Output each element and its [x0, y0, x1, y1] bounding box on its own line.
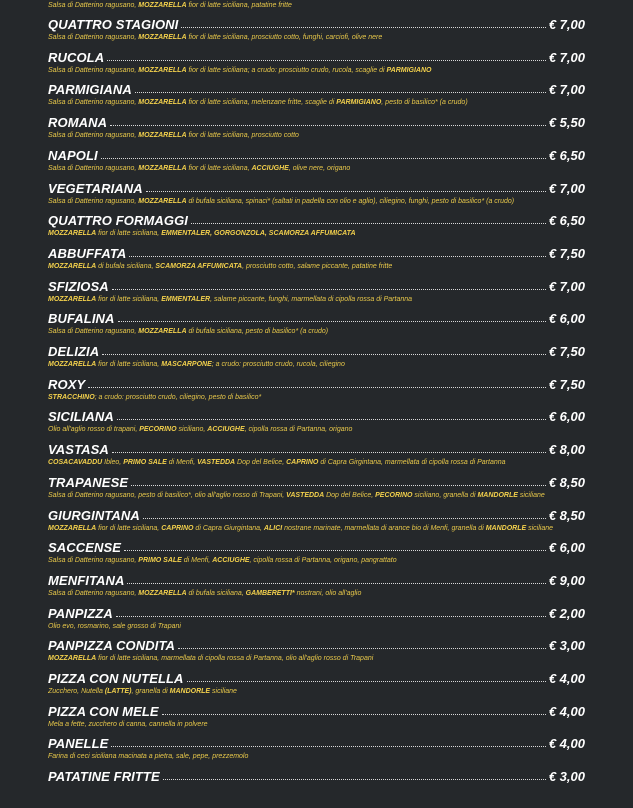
item-name: GIURGINTANA	[48, 507, 140, 523]
ingredient-highlight: MOZZARELLA	[138, 197, 187, 205]
menu-item	[48, 112, 585, 145]
menu-item-row	[48, 112, 585, 130]
dotted-leader	[101, 157, 546, 159]
dotted-leader	[143, 517, 546, 519]
menu-item-row	[48, 210, 585, 228]
item-description	[48, 556, 585, 565]
description-text: Salsa di Datterino ragusano,	[48, 66, 139, 74]
description-text: fior di latte siciliana,	[96, 361, 162, 368]
description-text: Salsa di Datterino ragusano,	[48, 2, 139, 9]
ingredient-highlight: PECORINO	[139, 426, 177, 434]
item-price: € 8,50	[548, 507, 585, 523]
ingredient-highlight: ACCIUGHE	[251, 164, 289, 172]
description-text: di bufala siciliana, pesto di basilico* (a crudo)	[186, 328, 329, 336]
menu-item-row	[48, 47, 585, 65]
item-price: € 7,00	[548, 82, 585, 98]
description-text: fior di latte siciliana, marmellata di cipolla rossa di Partanna, olio all'aglio rosso di Trapani	[96, 655, 374, 663]
item-name: NAPOLI	[48, 147, 98, 163]
menu-item	[48, 178, 585, 211]
menu-item-row	[48, 603, 585, 621]
description-text: Salsa di Datterino ragusano,	[48, 197, 139, 205]
item-name: RUCOLA	[48, 49, 105, 65]
description-text: fior di latte siciliana,	[96, 524, 162, 532]
item-description	[48, 425, 585, 434]
ingredient-highlight: MOZZARELLA	[48, 295, 97, 303]
item-name: PANPIZZA	[48, 605, 113, 621]
description-text: , granella di	[131, 688, 170, 695]
item-price: € 9,00	[548, 572, 585, 588]
menu-item	[48, 570, 585, 603]
dotted-leader	[129, 255, 545, 257]
ingredient-highlight: MOZZARELLA	[48, 524, 97, 532]
item-name: TRAPANESE	[48, 474, 129, 490]
ingredient-highlight: MOZZARELLA	[48, 655, 97, 663]
ingredient-highlight: MANDORLE	[169, 688, 211, 695]
item-description	[48, 197, 585, 206]
ingredient-highlight: MOZZARELLA	[48, 361, 97, 368]
dotted-leader	[112, 288, 546, 290]
dotted-leader	[112, 451, 546, 453]
item-price: € 3,00	[548, 638, 585, 654]
menu-item-row	[48, 243, 585, 261]
description-text: Mela a fette, zucchero di canna, cannella in polvere	[48, 720, 208, 728]
menu-item-row	[48, 766, 585, 784]
item-description	[48, 33, 585, 42]
item-price: € 7,50	[548, 376, 585, 392]
item-name: BUFALINA	[48, 311, 115, 327]
dotted-leader	[117, 418, 546, 420]
description-text: Salsa di Datterino ragusano, pesto di basilico*, olio all'aglio rosso di Trapani,	[48, 491, 287, 499]
item-name: PIZZA CON MELE	[48, 703, 159, 719]
item-name: ROMANA	[48, 115, 108, 131]
menu-item	[48, 603, 585, 636]
description-text: Farina di ceci siciliana macinata a pietra, sale, pepe, prezzemolo	[48, 753, 249, 761]
description-text: Salsa di Datterino ragusano,	[48, 589, 139, 597]
item-description	[48, 327, 585, 336]
item-price: € 6,50	[548, 147, 585, 163]
ingredient-highlight: PRIMO SALE	[138, 557, 182, 565]
description-text: fior di latte siciliana,	[96, 295, 162, 303]
item-name: ABBUFFATA	[48, 245, 127, 261]
menu-item	[48, 406, 585, 439]
item-price: € 8,00	[548, 442, 585, 458]
ingredient-highlight: ALICI	[263, 524, 283, 532]
menu-item	[48, 308, 585, 341]
menu-item-row	[48, 570, 585, 588]
menu-item-row	[48, 472, 585, 490]
description-text: ; a crudo: prosciutto crudo, ciliegino, pesto di basilico*	[94, 393, 262, 401]
description-text: , cipolla rossa di Partanna, origano	[244, 426, 353, 434]
menu-item	[48, 635, 585, 668]
menu-item	[48, 766, 585, 799]
ingredient-highlight: MASCARPONE	[161, 361, 212, 368]
description-text: siciliano, granella di	[412, 491, 478, 499]
item-name: PANELLE	[48, 736, 109, 752]
menu-item	[48, 537, 585, 570]
description-text: Salsa di Datterino ragusano,	[48, 557, 139, 565]
menu-item-row	[48, 178, 585, 196]
item-price: € 5,50	[548, 115, 585, 131]
ingredient-highlight: MOZZARELLA	[48, 262, 97, 270]
ingredient-highlight: PECORINO	[375, 491, 413, 499]
item-description	[48, 524, 585, 533]
dotted-leader	[124, 549, 546, 551]
item-name: DELIZIA	[48, 344, 100, 359]
description-text: di bufala siciliana,	[96, 262, 156, 270]
menu-item	[48, 243, 585, 276]
description-text: nostrane marinate, marmellata di arance bio di Menfi, granella di	[282, 524, 486, 532]
dotted-leader	[181, 26, 545, 28]
item-name: PIZZA CON NUTELLA	[48, 671, 184, 686]
item-description	[48, 229, 585, 238]
menu-item	[48, 79, 585, 112]
ingredient-highlight: MOZZARELLA	[138, 99, 187, 107]
item-description	[48, 164, 585, 173]
item-price: € 7,50	[548, 245, 585, 261]
description-text: di bufala siciliana,	[186, 589, 246, 597]
dotted-leader	[111, 745, 545, 747]
ingredient-highlight: MANDORLE	[477, 491, 518, 499]
dotted-leader	[191, 222, 546, 224]
item-price: € 7,00	[548, 17, 585, 32]
description-text: Olio evo, rosmarino, sale grosso di Trapani	[48, 622, 181, 630]
item-name: PANPIZZA CONDITA	[48, 638, 176, 654]
item-price: € 6,00	[548, 409, 585, 425]
dotted-leader	[163, 778, 546, 780]
item-name: SACCENSE	[48, 540, 122, 556]
item-price: € 3,00	[548, 769, 585, 785]
item-description	[48, 66, 585, 75]
menu-item-row	[48, 308, 585, 326]
dotted-leader	[116, 615, 546, 617]
item-name: VASTASA	[48, 442, 109, 458]
item-name: VEGETARIANA	[48, 180, 143, 196]
ingredient-highlight: MOZZARELLA	[138, 2, 187, 9]
description-text: fior di latte siciliana, melenzane fritte, scaglie di	[186, 99, 337, 107]
menu-item-row	[48, 635, 585, 653]
description-text: siciliane	[210, 688, 237, 695]
item-price: € 6,50	[548, 213, 585, 229]
ingredient-highlight: ACCIUGHE	[207, 426, 245, 434]
ingredient-highlight: VASTEDDA	[197, 459, 236, 467]
item-name: PATATINE FRITTE	[48, 769, 160, 785]
description-text: ; a crudo: prosciutto crudo, rucola, ciliegino	[211, 361, 345, 368]
item-description	[48, 589, 585, 598]
item-price: € 7,00	[548, 49, 585, 65]
item-description	[48, 262, 585, 271]
ingredient-highlight: MOZZARELLA	[138, 589, 187, 597]
item-name: PARMIGIANA	[48, 82, 132, 98]
item-description	[48, 98, 585, 107]
item-description	[48, 131, 585, 140]
item-description	[48, 622, 585, 631]
dotted-leader	[127, 582, 545, 584]
dotted-leader	[118, 320, 546, 322]
menu-item-row	[48, 537, 585, 555]
item-description	[48, 654, 585, 663]
description-text: di Menfi,	[166, 459, 198, 467]
menu-item	[48, 472, 585, 505]
ingredient-highlight: PARMIGIANO	[386, 66, 432, 74]
item-description	[48, 491, 585, 500]
ingredient-highlight: MOZZARELLA	[138, 328, 187, 336]
description-text: Zucchero, Nutella	[48, 688, 105, 695]
dotted-leader	[131, 484, 546, 486]
description-text: , cipolla rossa di Partanna, origano, pangrattato	[249, 557, 397, 565]
description-text: Salsa di Datterino ragusano,	[48, 99, 139, 107]
description-text: siciliane	[517, 491, 545, 499]
item-price: € 4,00	[548, 671, 585, 686]
menu-item-row	[48, 79, 585, 97]
item-name: QUATTRO STAGIONI	[48, 17, 179, 32]
item-price: € 6,00	[548, 540, 585, 556]
item-name: SICILIANA	[48, 409, 114, 425]
dotted-leader	[187, 680, 546, 682]
dotted-leader	[102, 353, 546, 355]
item-price: € 4,00	[548, 703, 585, 719]
ingredient-highlight: VASTEDDA	[286, 491, 325, 499]
description-text: siciliano,	[176, 426, 208, 434]
description-text: fior di latte siciliana,	[96, 230, 162, 238]
description-text: di bufala siciliana, spinaci* (saltati in padella con olio e aglio), ciliegino, funghi, pesto di basilico* (a crudo)	[186, 197, 515, 205]
item-description	[48, 458, 585, 467]
menu-item-row	[48, 406, 585, 424]
ingredient-highlight: EMMENTALER	[161, 295, 211, 303]
menu-item	[48, 210, 585, 243]
item-price: € 4,00	[548, 736, 585, 752]
ingredient-highlight: MANDORLE	[485, 524, 527, 532]
ingredient-highlight: PARMIGIANO	[336, 99, 382, 107]
description-text: fior di latte siciliana; a crudo: prosciutto crudo, rucola, scaglie di	[186, 66, 387, 74]
ingredient-highlight: MOZZARELLA	[138, 164, 187, 172]
menu-item-row	[48, 701, 585, 719]
dotted-leader	[162, 713, 546, 715]
dotted-leader	[135, 91, 546, 93]
description-text: Salsa di Datterino ragusano,	[48, 132, 139, 140]
item-price: € 8,50	[548, 474, 585, 490]
menu-item	[48, 145, 585, 178]
menu-item	[48, 505, 585, 538]
ingredient-highlight: EMMENTALER, GORGONZOLA, SCAMORZA AFFUMICATA	[161, 230, 356, 238]
menu-item	[48, 341, 585, 374]
description-text: Salsa di Datterino ragusano,	[48, 34, 139, 41]
item-description	[48, 687, 585, 696]
description-text: Olio all'aglio rosso di trapani,	[48, 426, 140, 434]
description-text: fior di latte siciliana, patatine fritte	[186, 2, 292, 9]
menu-item-row	[48, 668, 585, 686]
ingredient-highlight: CAPRINO	[286, 459, 319, 467]
item-price: € 2,00	[548, 605, 585, 621]
description-text: fior di latte siciliana,	[186, 164, 252, 172]
item-description	[48, 295, 585, 304]
ingredient-highlight: STRACCHINO	[48, 393, 95, 401]
ingredient-highlight: SCAMORZA AFFUMICATA	[155, 262, 243, 270]
ingredient-highlight: ACCIUGHE	[212, 557, 250, 565]
menu-item-row	[48, 145, 585, 163]
item-name: QUATTRO FORMAGGI	[48, 213, 189, 229]
item-description	[48, 720, 585, 729]
item-description	[48, 360, 585, 369]
item-name: MENFITANA	[48, 572, 125, 588]
menu-item-row	[48, 439, 585, 457]
ingredient-highlight: MOZZARELLA	[48, 230, 97, 238]
description-text: Ibleo,	[102, 459, 124, 467]
ingredient-highlight: COSACAVADDU	[48, 459, 103, 467]
description-text: nostrani, olio all'aglio	[294, 589, 362, 597]
menu-item	[48, 47, 585, 80]
description-text: Salsa di Datterino ragusano,	[48, 328, 139, 336]
ingredient-highlight: MOZZARELLA	[138, 66, 187, 74]
item-description	[48, 393, 585, 402]
menu-item	[48, 439, 585, 472]
dotted-leader	[178, 647, 546, 649]
menu-item	[48, 701, 585, 734]
ingredient-highlight: MOZZARELLA	[138, 34, 187, 41]
menu-item-row	[48, 733, 585, 751]
menu-item-row	[48, 14, 585, 32]
ingredient-highlight: (LATTE)	[104, 688, 132, 695]
description-text: di Capra Giurgintana,	[193, 524, 264, 532]
description-text: , olive nere, origano	[288, 164, 351, 172]
dotted-leader	[110, 124, 546, 126]
description-text: Salsa di Datterino ragusano,	[48, 164, 139, 172]
menu-item	[48, 276, 585, 309]
menu-item-row	[48, 341, 585, 359]
top-item-description	[48, 2, 292, 9]
menu-item	[48, 14, 585, 47]
description-text: Dop del Belice,	[324, 491, 376, 499]
item-price: € 6,00	[548, 311, 585, 327]
description-text: fior di latte siciliana, prosciutto cotto, funghi, carciofi, olive nere	[186, 34, 383, 41]
menu-item-row	[48, 505, 585, 523]
description-text: fior di latte siciliana, prosciutto cotto	[186, 132, 299, 140]
ingredient-highlight: GAMBERETTI*	[245, 589, 295, 597]
description-text: Dop del Belice,	[235, 459, 287, 467]
item-price: € 7,00	[548, 180, 585, 196]
menu-item	[48, 733, 585, 766]
ingredient-highlight: CAPRINO	[161, 524, 194, 532]
item-name: SFIZIOSA	[48, 278, 109, 294]
ingredient-highlight: MOZZARELLA	[138, 132, 187, 140]
dotted-leader	[146, 190, 546, 192]
description-text: , salame piccante, funghi, marmellata di cipolla rossa di Partanna	[210, 295, 413, 303]
item-price: € 7,50	[548, 344, 585, 359]
description-text: siciliane	[526, 524, 554, 532]
menu-item-row	[48, 276, 585, 294]
ingredient-highlight: PRIMO SALE	[123, 459, 167, 467]
item-name: ROXY	[48, 376, 86, 392]
description-text: , pesto di basilico* (a crudo)	[381, 99, 468, 107]
dotted-leader	[88, 386, 546, 388]
menu-item	[48, 668, 585, 701]
item-price: € 7,00	[548, 278, 585, 294]
description-text: di Menfi,	[181, 557, 213, 565]
item-description	[48, 752, 585, 761]
menu-item	[48, 374, 585, 407]
menu-item-row	[48, 374, 585, 392]
description-text: , prosciutto cotto, salame piccante, patatine fritte	[242, 262, 393, 270]
description-text: di Capra Girgintana, marmellata di cipolla rossa di Partanna	[318, 459, 506, 467]
dotted-leader	[107, 59, 546, 61]
